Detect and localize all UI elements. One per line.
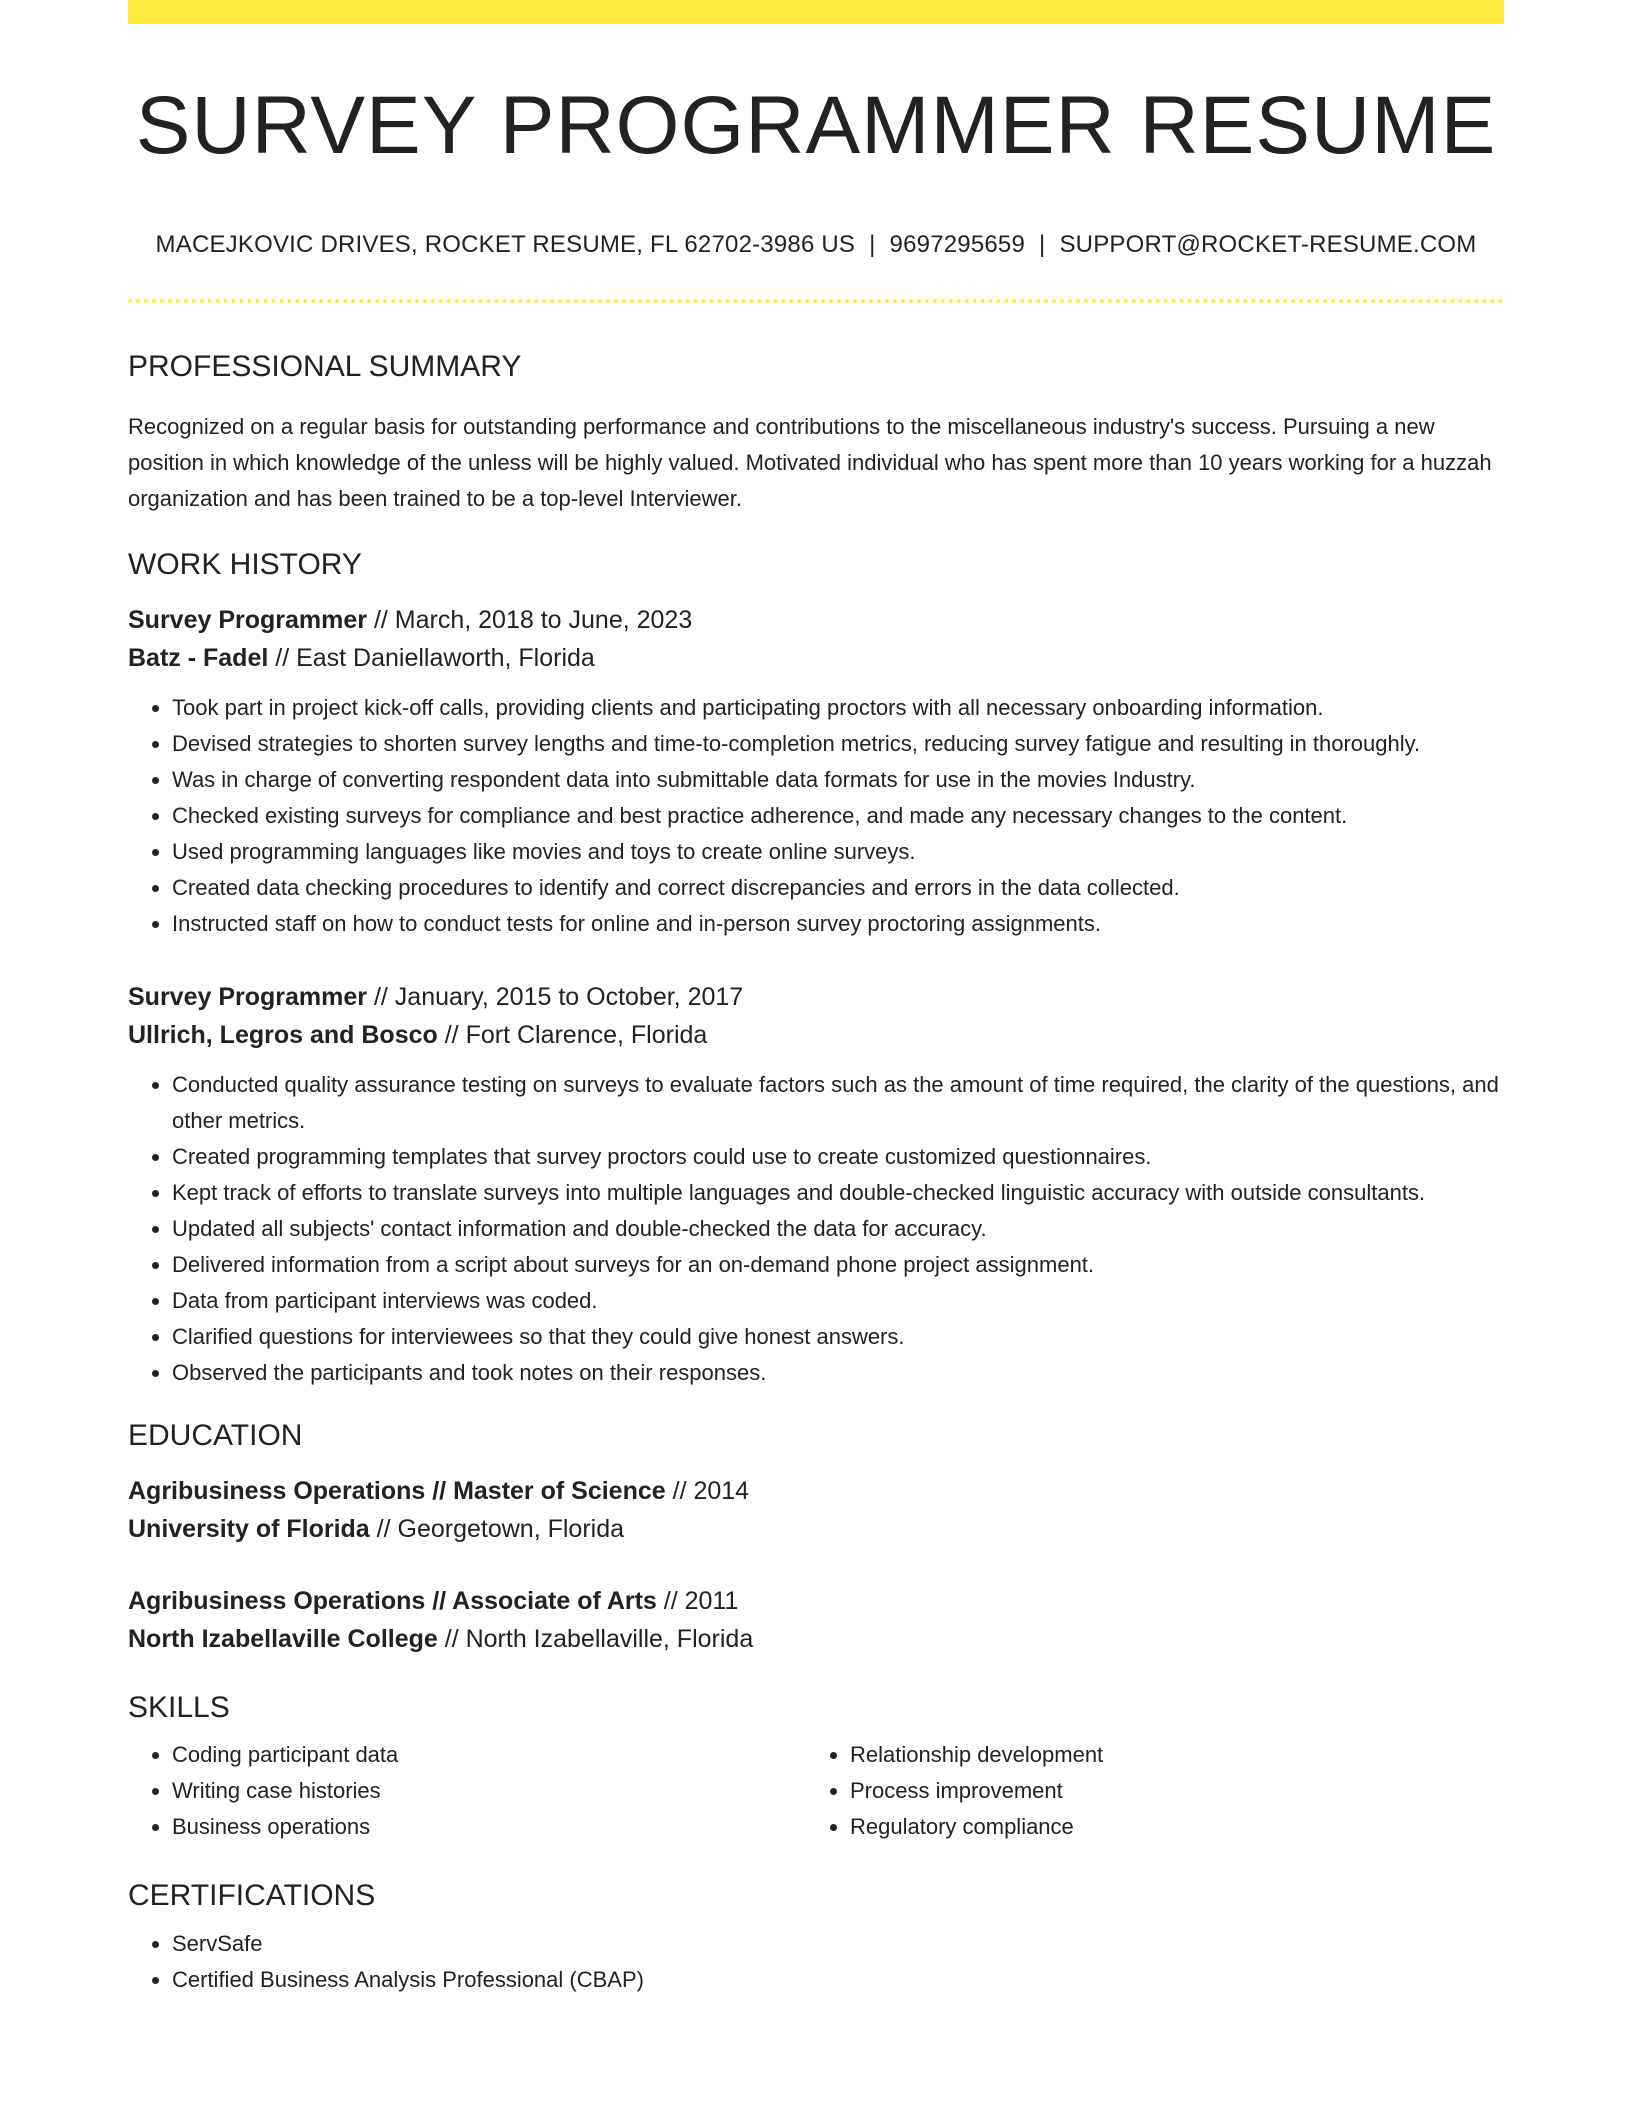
education-entry xyxy=(128,1582,1504,1658)
job-title-line xyxy=(128,601,1504,639)
section-heading-summary: PROFESSIONAL SUMMARY xyxy=(128,350,522,384)
skills-list-right xyxy=(806,1737,1484,1845)
list-item: • Writing case histories xyxy=(172,1773,806,1809)
list-item: • Instructed staff on how to conduct tests for online and in-person survey proctoring assignments. xyxy=(172,906,1504,942)
list-item: • Certified Business Analysis Professional (CBAP) xyxy=(172,1962,1504,1998)
skills-grid xyxy=(128,1737,1504,1845)
list-item: • Devised strategies to shorten survey lengths and time-to-completion metrics, reducing survey fatigue and resulting in thoroughly. xyxy=(172,726,1504,762)
job-title: Survey Programmer xyxy=(128,606,368,635)
list-item: • Kept track of efforts to translate surveys into multiple languages and double-checked linguistic accuracy with outside consultants. xyxy=(172,1175,1504,1211)
contact-separator: | xyxy=(1039,231,1046,259)
job-company: Ullrich, Legros and Bosco xyxy=(128,1021,438,1050)
list-item: • Coding participant data xyxy=(172,1737,806,1773)
list-item: • Was in charge of converting respondent data into submittable data formats for use in the movies Industry. xyxy=(172,762,1504,798)
job-company: Batz - Fadel xyxy=(128,644,269,673)
education-location: // Georgetown, Florida xyxy=(369,1515,625,1544)
list-item: • Conducted quality assurance testing on surveys to evaluate factors such as the amount of time required, the clarity of the questions, and other metrics. xyxy=(172,1067,1504,1139)
education-school-line xyxy=(128,1620,1504,1658)
job-location: // Fort Clarence, Florida xyxy=(437,1021,708,1050)
list-item: • Used programming languages like movies and toys to create online surveys. xyxy=(172,834,1504,870)
education-degree-line xyxy=(128,1472,1504,1510)
section-heading-certifications: CERTIFICATIONS xyxy=(128,1879,376,1913)
list-item: • Updated all subjects' contact information and double-checked the data for accuracy. xyxy=(172,1211,1504,1247)
list-item: • Process improvement xyxy=(850,1773,1484,1809)
list-item: • Took part in project kick-off calls, providing clients and participating proctors with all necessary onboarding information. xyxy=(172,690,1504,726)
job-company-line xyxy=(128,1016,1504,1054)
job-company-line xyxy=(128,639,1504,677)
list-item: • Regulatory compliance xyxy=(850,1809,1484,1845)
list-item: • Business operations xyxy=(172,1809,806,1845)
list-item: • Clarified questions for interviewees so that they could give honest answers. xyxy=(172,1319,1504,1355)
list-item: • Created data checking procedures to identify and correct discrepancies and errors in the data collected. xyxy=(172,870,1504,906)
contact-email: SUPPORT@ROCKET-RESUME.COM xyxy=(1059,231,1477,259)
skills-list-left xyxy=(128,1737,806,1845)
section-heading-education: EDUCATION xyxy=(128,1419,303,1453)
contact-address: MACEJKOVIC DRIVES, ROCKET RESUME, FL 62702-3986 US xyxy=(155,231,856,259)
job-bullet-list xyxy=(128,1067,1504,1391)
list-item: • Delivered information from a script about surveys for an on-demand phone project assignment. xyxy=(172,1247,1504,1283)
education-location: // North Izabellaville, Florida xyxy=(437,1625,754,1654)
education-school-line xyxy=(128,1510,1504,1548)
education-degree-line xyxy=(128,1582,1504,1620)
education-degree: Agribusiness Operations // Associate of Arts xyxy=(128,1587,657,1616)
contact-phone: 9697295659 xyxy=(889,231,1026,259)
education-year: // 2011 xyxy=(656,1587,739,1616)
job-entry xyxy=(128,978,1504,1391)
summary-text: Recognized on a regular basis for outstanding performance and contributions to the miscellaneous industry's success. Pursuing a new position in which knowledge of the unless will be highly valued. Motivated individual who has spent more than 10 years working for a huzzah organization and has been trained to be a top-level Interviewer. xyxy=(128,414,1492,512)
job-title-line xyxy=(128,978,1504,1016)
list-item: • ServSafe xyxy=(172,1926,1504,1962)
job-entry xyxy=(128,601,1504,942)
section-heading-skills: SKILLS xyxy=(128,1691,230,1725)
education-entry xyxy=(128,1472,1504,1548)
resume-title: SURVEY PROGRAMMER RESUME xyxy=(135,80,1497,171)
job-location: // East Daniellaworth, Florida xyxy=(268,644,595,673)
education-degree: Agribusiness Operations // Master of Science xyxy=(128,1477,666,1506)
list-item: • Observed the participants and took notes on their responses. xyxy=(172,1355,1504,1391)
top-accent-bar xyxy=(128,0,1504,24)
resume-page xyxy=(128,0,1504,1998)
list-item: • Created programming templates that survey proctors could use to create customized questionnaires. xyxy=(172,1139,1504,1175)
list-item: • Data from participant interviews was coded. xyxy=(172,1283,1504,1319)
job-dates: // March, 2018 to June, 2023 xyxy=(367,606,693,635)
header-divider xyxy=(128,299,1504,303)
contact-line xyxy=(128,231,1504,259)
education-school: North Izabellaville College xyxy=(128,1625,438,1654)
list-item: • Checked existing surveys for compliance and best practice adherence, and made any necessary changes to the content. xyxy=(172,798,1504,834)
list-item: • Relationship development xyxy=(850,1737,1484,1773)
certifications-list xyxy=(128,1926,1504,1998)
job-title: Survey Programmer xyxy=(128,983,368,1012)
section-heading-work-history: WORK HISTORY xyxy=(128,548,362,582)
job-bullet-list xyxy=(128,690,1504,942)
education-year: // 2014 xyxy=(665,1477,750,1506)
contact-separator: | xyxy=(869,231,876,259)
job-dates: // January, 2015 to October, 2017 xyxy=(367,983,744,1012)
education-school: University of Florida xyxy=(128,1515,370,1544)
